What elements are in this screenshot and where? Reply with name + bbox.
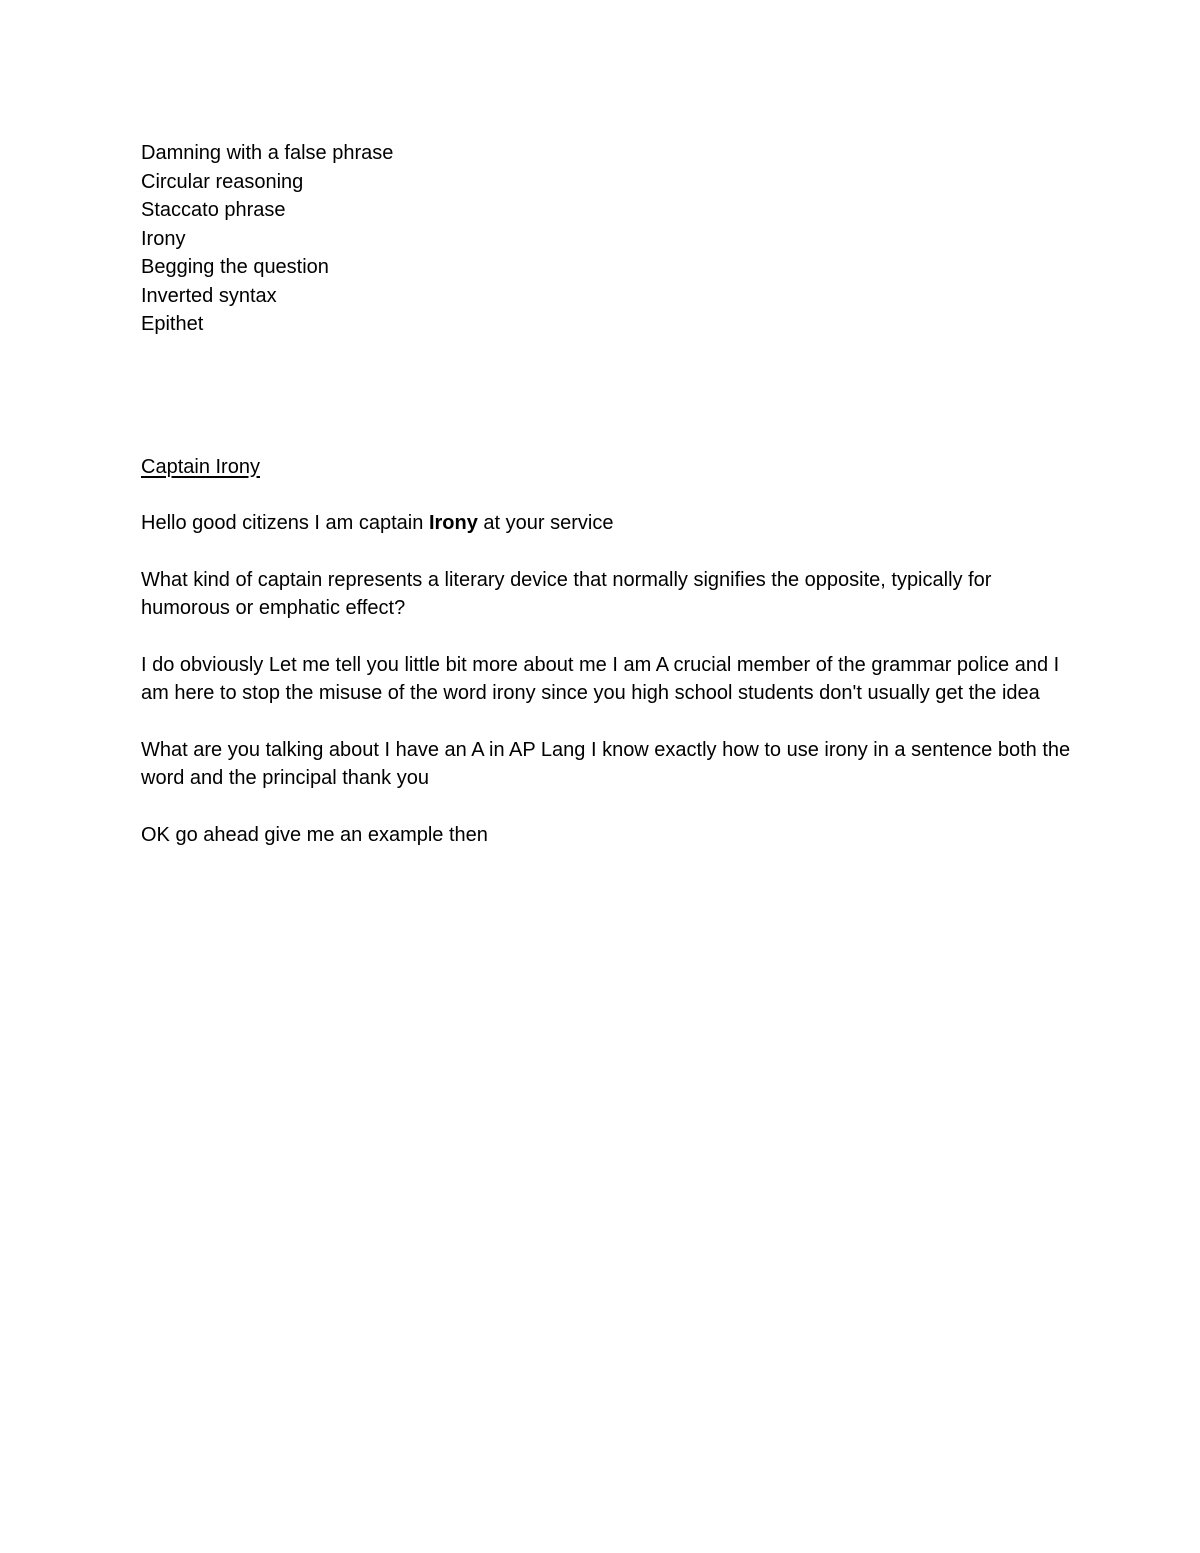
- list-item: Begging the question: [141, 256, 329, 278]
- list-item: Inverted syntax: [141, 284, 277, 307]
- list-item: Circular reasoning: [141, 170, 304, 193]
- story-paragraph-challenge: OK go ahead give me an example then: [141, 823, 488, 846]
- document-body: [141, 139, 1071, 849]
- list-item: Staccato phrase: [141, 199, 286, 221]
- story-paragraph-greeting: [141, 509, 1071, 538]
- story-title: Captain Irony: [141, 455, 260, 478]
- list-item: Damning with a false phrase: [141, 142, 394, 164]
- story-paragraph-retort: What are you talking about I have an A in AP Lang I know exactly how to use irony in a sentence both the word and the principal thank you: [141, 738, 1071, 789]
- greeting-text-end: at your service: [477, 512, 614, 534]
- list-item: Epithet: [141, 313, 204, 335]
- literary-device-list: [141, 139, 1071, 339]
- greeting-bold-word: Irony: [428, 512, 478, 534]
- story-paragraph-question: What kind of captain represents a literary device that normally signifies the opposite, typically for humorous or emphatic effect?: [141, 568, 992, 619]
- story-paragraph-reply: I do obviously Let me tell you little bit more about me I am A crucial member of the grammar police and I am here to stop the misuse of the word irony since you high school students don't usually get the idea: [141, 653, 1060, 704]
- story-section: [141, 453, 1071, 850]
- list-item: Irony: [141, 227, 186, 250]
- greeting-text-start: Hello good citizens I am captain: [141, 512, 429, 534]
